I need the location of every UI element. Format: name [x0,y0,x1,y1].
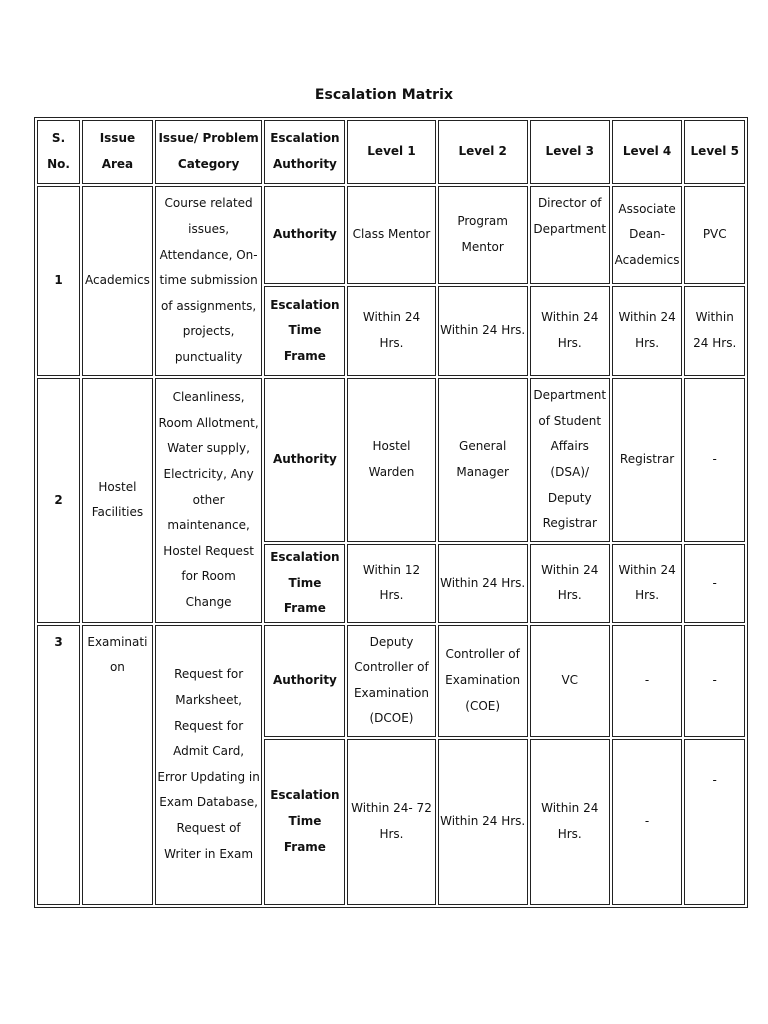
table-row [37,625,745,737]
row-timeframe-level-4: - [612,739,683,905]
row-authority-level-3: Director of Department [530,186,610,284]
row-timeframe-level-4: Within 24 Hrs. [612,544,683,623]
row-authority-level-5: - [684,378,745,542]
row-timeframe-level-2: Within 24 Hrs. [438,286,528,376]
page-title: Escalation Matrix [314,87,454,103]
row-timeframe-level-5: - [684,544,745,623]
header-level-2: Level 2 [438,120,528,184]
table-row [37,378,745,542]
row-authority-level-5: - [684,625,745,737]
row-authority-level-4: Registrar [612,378,683,542]
header-level-1: Level 1 [347,120,435,184]
row-issue-category: Course related issues, Attendance, On-time submission of assignments, projects, punctuality [155,186,263,376]
row-issue-category: Cleanliness, Room Allotment, Water supply, Electricity, Any other maintenance, Hostel Request for Room Change [155,378,263,623]
row-issue-category: Request for Marksheet, Request for Admit Card, Error Updating in Exam Database, Request of Writer in Exam [155,625,263,905]
row-timeframe-level-4: Within 24 Hrs. [612,286,683,376]
row-authority-level-3: VC [530,625,610,737]
row-authority-level-5: PVC [684,186,745,284]
row-sno: 3 [37,625,80,905]
row-timeframe-level-3: Within 24 Hrs. [530,286,610,376]
row-sno: 2 [37,378,80,623]
table-row [37,186,745,284]
header-level-3: Level 3 [530,120,610,184]
row-timeframe-level-2: Within 24 Hrs. [438,544,528,623]
row-issue-area: Hostel Facilities [82,378,153,623]
row-authority-level-4: - [612,625,683,737]
row-authority-level-4: Associate Dean-Academics [612,186,683,284]
row-timeframe-level-2: Within 24 Hrs. [438,739,528,905]
header-sno: S. No. [37,120,80,184]
header-escalation-authority: Escalation Authority [264,120,345,184]
row-authority-label: Authority [264,625,345,737]
row-authority-level-2: Controller of Examination (COE) [438,625,528,737]
row-timeframe-level-1: Within 24- 72 Hrs. [347,739,435,905]
header-level-4: Level 4 [612,120,683,184]
row-authority-level-2: Program Mentor [438,186,528,284]
header-level-5: Level 5 [684,120,745,184]
row-authority-level-1: Class Mentor [347,186,435,284]
row-issue-area: Examination [82,625,153,905]
header-issue-area: Issue Area [82,120,153,184]
row-timeframe-label: Escalation Time Frame [264,544,345,623]
row-timeframe-label: Escalation Time Frame [264,739,345,905]
row-timeframe-label: Escalation Time Frame [264,286,345,376]
row-timeframe-level-1: Within 12 Hrs. [347,544,435,623]
escalation-matrix-table [34,117,748,908]
header-row [37,120,745,184]
row-authority-level-1: Deputy Controller of Examination (DCOE) [347,625,435,737]
row-authority-label: Authority [264,186,345,284]
row-authority-level-1: Hostel Warden [347,378,435,542]
row-timeframe-level-3: Within 24 Hrs. [530,544,610,623]
row-timeframe-level-1: Within 24 Hrs. [347,286,435,376]
header-issue-category: Issue/ Problem Category [155,120,263,184]
row-sno: 1 [37,186,80,376]
row-timeframe-level-5: - [684,739,745,905]
row-timeframe-level-5: Within 24 Hrs. [684,286,745,376]
row-authority-label: Authority [264,378,345,542]
row-authority-level-3: Department of Student Affairs (DSA)/ Deputy Registrar [530,378,610,542]
row-authority-level-2: General Manager [438,378,528,542]
row-timeframe-level-3: Within 24 Hrs. [530,739,610,905]
row-issue-area: Academics [82,186,153,376]
